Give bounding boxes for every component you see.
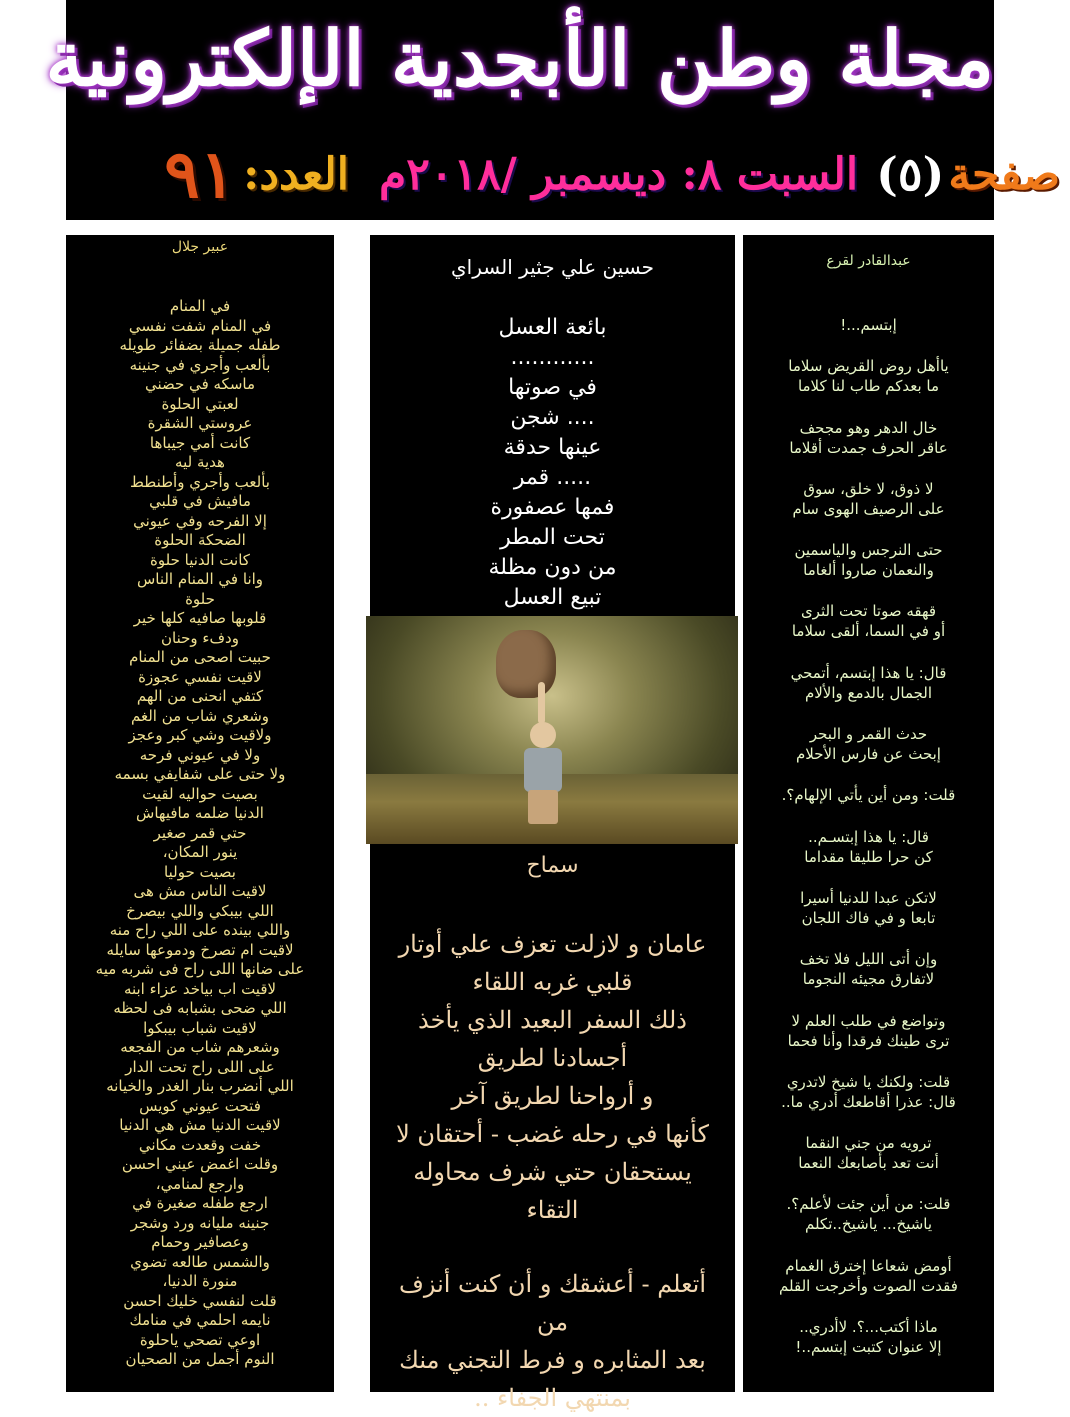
poem-line: اللي أنضرب بنار الغدر والخيانه	[106, 1077, 294, 1095]
poem-line: إلا الفرحه وفي عيوني	[133, 511, 267, 530]
second-poem-author: سماح	[526, 853, 579, 878]
poem-line: عروستي الشقرة	[147, 414, 253, 432]
poem-line: ترويه من جني النقما	[805, 1134, 932, 1153]
poem-line: من دون مظلة	[488, 555, 617, 580]
poem-line: ياأهل روض القريض سلاما	[788, 357, 949, 376]
poem-stanza	[743, 1011, 994, 1051]
poem-stanza	[743, 949, 994, 989]
poem-line: الجمال بالدمع والألام	[804, 683, 933, 702]
left-poem-author: عبير جلال	[171, 239, 229, 255]
poem-line: ذلك السفر البعيد الذي يأخذ	[418, 1006, 687, 1034]
poem-stanza	[743, 1256, 994, 1296]
poem-line: طفله جميلة بضفائر طويله	[119, 336, 281, 354]
poem-line: ولا في عيوني فرحه	[139, 745, 261, 764]
poem-line: اللي ضحى بشبابه فى لحظه	[113, 999, 287, 1017]
poem-line: حتي قمر صغير	[153, 823, 247, 842]
teddy-bear-figure	[496, 630, 556, 698]
poem-line: بصيت حواليه لقيت	[142, 784, 258, 803]
poem-line: عاقر الحرف جمدت أقلاما	[789, 438, 948, 457]
poem-line: جنينه مليانه ورد وشجر	[130, 1213, 270, 1232]
poem-line: بألعب وأجري في جنينه	[129, 355, 271, 374]
poem-line: هدية ليه	[175, 453, 225, 471]
poem-line: ارجع طفله صغيرة في	[132, 1194, 268, 1212]
middle-poem-text	[370, 313, 735, 613]
poem-line: يستحقان حتي شرف محاوله	[413, 1158, 692, 1186]
poem-line: والنعمان صاروا ألغاما	[803, 561, 934, 580]
poem-line: الدنيا ضلمه مافيهاش	[136, 804, 264, 822]
poem-line: وانا في المنام الناس	[136, 570, 264, 588]
page-label: صفحة	[948, 148, 1060, 200]
poem-line: قلبي غربه اللقاء	[472, 968, 633, 996]
poem-line: نايمه احلمي في منامك	[129, 1311, 271, 1329]
poem-line: لاتكن عبدا للدنيا أسيرا	[800, 888, 937, 907]
poem-line: وتواضع في طلب العلم لا	[791, 1011, 946, 1030]
second-poem-text	[380, 925, 725, 1417]
poem-line: والشمس طالعه تضوي	[130, 1252, 270, 1271]
right-poem-column	[743, 235, 994, 1392]
poem-line: تبيع العسل	[503, 585, 602, 610]
poem-line: عينها حدقة	[503, 435, 602, 460]
poem-line: بائعة العسل	[498, 315, 607, 340]
poem-line: لاقيت ام تصرخ ودموعها سايله	[106, 940, 294, 959]
poem-line: أتعلم - أعشقك و أن كنت أنزف من	[398, 1270, 707, 1336]
poem-stanza	[743, 724, 994, 764]
left-poem-column	[66, 235, 334, 1392]
poem-line: منورة الدنيا،	[162, 1272, 238, 1290]
left-poem-text	[66, 297, 334, 1370]
issue-number: ٩١	[164, 135, 236, 213]
poem-line: تابعا و في فاك اللجان	[801, 908, 936, 927]
poem-line: فمها عصفورة	[490, 495, 615, 520]
poem-line: التقاء	[526, 1196, 579, 1224]
poem-line: قهقه صوتا تحت الثرى	[800, 602, 937, 621]
poem-line: فقدت الصوت وأخرجت القلم	[779, 1276, 958, 1295]
poem-line: قلت: ومن أين يأتي الإلهام؟.	[781, 786, 956, 805]
poem-stanza	[743, 418, 994, 458]
poem-line: وعصافير وحمام	[151, 1233, 249, 1251]
poem-line: اوعي تصحي ياحلوة	[139, 1330, 261, 1349]
poem-line: و أرواحنا لطريق آخر	[451, 1082, 654, 1110]
right-poem-author: عبدالقادر لقرع	[826, 253, 911, 269]
poem-line: أنت تعد بأصابعك النعما	[798, 1154, 939, 1173]
poem-line: في صوتها	[508, 375, 597, 400]
poem-line: بألعب وأجري وأطنطط	[130, 472, 270, 491]
poem-line: بصيت حوليا	[164, 862, 236, 881]
poem-line: فتحت عيوني كويس	[139, 1096, 261, 1115]
poem-line: قال: يا هذا إبتسـم..	[808, 827, 929, 846]
poem-line: لاقيت نفسي عجوزة	[138, 667, 262, 686]
poem-line: ............	[510, 345, 595, 370]
poem-stanza	[743, 663, 994, 703]
poem-line: وإن أتى الليل فلا تخف	[799, 950, 938, 969]
magazine-title: مجلة وطن الأبجدية الإلكترونية	[45, 14, 994, 103]
poem-line: قلوبها صافيه كلها خير	[133, 609, 267, 627]
poem-line: إبتسم...!	[840, 316, 897, 334]
poem-stanza	[743, 1133, 994, 1173]
poem-line: لاقيت الناس مش هى	[133, 882, 267, 900]
poem-line: ماسكه في حضني	[144, 375, 256, 393]
poem-line: في المنام شفت نفسي	[128, 316, 272, 335]
poem-line: اللي بيبكي واللي بيصرخ	[126, 901, 274, 920]
poem-line: أو في السما، ألقى سلاما	[791, 622, 946, 641]
poem-line: قلت لنفسي خليك احسن	[123, 1291, 277, 1310]
poem-line: ولا حتى على شفايفي بسمه	[114, 765, 286, 783]
poem-stanza	[743, 1317, 994, 1357]
poem-line: على الرصيف الهوى سام	[792, 499, 945, 518]
poem-line: خفت وقعدت مكاني	[138, 1135, 262, 1154]
poem-line: تحت المطر	[500, 525, 605, 550]
poem-line: لعبتي الحلوة	[161, 394, 239, 413]
poem-line: إبحث عن فارس الأحلام	[796, 745, 941, 764]
poem-line: حتى النرجس والياسمين	[794, 541, 943, 560]
poem-line: عامان و لازلت تعزف علي أوتار	[398, 930, 707, 958]
middle-poem-author: حسين علي جثير السراي	[451, 255, 654, 279]
poem-line: خال الدهر وهو مجحف	[799, 418, 938, 437]
poem-line: قال: عذرا أقاطعك أدري ما..	[781, 1092, 956, 1111]
poem-line: كانت أمي جيباها	[149, 433, 251, 452]
poem-line: كتفي انحنى من الهم	[136, 687, 264, 705]
poem-line: النوم أجمل من الصحيان	[125, 1350, 275, 1368]
child-figure	[516, 716, 570, 826]
poem-line: قال: يا هذا إبتسم، أتمحي	[790, 663, 947, 682]
issue-date: السبت ٨: ديسمبر /٢٠١٨م	[378, 148, 859, 200]
page-number: (٥)	[876, 147, 945, 201]
poem-illustration-photo	[366, 616, 738, 844]
poem-line: لاتفارق مجيئه النجوما	[802, 970, 935, 989]
poem-line: الضحكة الحلوة	[154, 531, 246, 549]
poem-line: ياشيخ... ياشيخ..تكلم	[804, 1215, 933, 1234]
poem-stanza	[743, 1072, 994, 1112]
poem-line: ..... قمر	[513, 465, 592, 490]
poem-line: ودفء وحنان	[161, 628, 239, 647]
poem-line: لا ذوق، لا خلق، سوق	[803, 479, 934, 498]
poem-stanza	[743, 827, 994, 867]
poem-line: .... شجن	[510, 405, 595, 430]
poem-stanza	[743, 315, 994, 335]
poem-line: وشعرهم شاب من الفجعه	[120, 1038, 280, 1056]
poem-stanza	[743, 888, 994, 928]
poem-stanza	[743, 356, 994, 396]
poem-line: أومض شعاعا إخترق الغمام	[785, 1256, 952, 1275]
poem-line: على اللى راح تحت الدار	[125, 1057, 275, 1076]
right-poem-text	[743, 315, 994, 1378]
middle-poem-column	[370, 235, 735, 1412]
issue-info-line	[40, 135, 1060, 215]
poem-line: كن حرا طليقا مقداما	[804, 847, 933, 866]
poem-stanza	[743, 1194, 994, 1234]
poem-line: حلوة	[185, 589, 215, 608]
poem-line: ما بعدكم طاب لنا كلاما	[797, 377, 940, 396]
poem-line: ينور المكان،	[162, 843, 238, 861]
poem-line: قلت: ولكنك يا شيخ لاتدري	[786, 1072, 951, 1091]
poem-line: لاقيت اب بياخد عزاء ابنه	[123, 979, 277, 998]
poem-line: ولاقيت وشي كبر وعجز	[128, 726, 272, 744]
poem-line: أجسادنا لطريق	[477, 1044, 628, 1072]
poem-stanza	[743, 601, 994, 641]
poem-line: مافيش في قلبي	[149, 492, 251, 510]
poem-line: بعد المثابره و فرط التجني منك	[399, 1346, 706, 1374]
poem-line: وارجع لمنامي،	[155, 1174, 245, 1193]
poem-line: كانت الدنيا حلوة	[150, 550, 250, 569]
poem-line: كأنها في رحله غضب - أحتقان لا	[396, 1120, 709, 1148]
poem-line: حبيت اصحى من المنام	[129, 648, 271, 666]
poem-line: حدث القمر و البحر	[809, 725, 928, 744]
poem-stanza	[743, 540, 994, 580]
poem-line: ترى طينك فرقدا وأنا فحما	[787, 1031, 950, 1050]
poem-line: قلت: من أين جئت لأعلم؟.	[786, 1195, 951, 1214]
poem-line: على ضانها اللى راح فى شربه ميه	[95, 960, 305, 978]
poem-line: لاقيت شباب بيبكوا	[143, 1018, 257, 1037]
poem-line: وقلت اغمض عيني احسن	[121, 1155, 279, 1173]
poem-stanza	[743, 479, 994, 519]
poem-line: واللي بينده على اللي راح منه	[109, 921, 291, 939]
poem-line: وشعري شاب من الغم	[130, 706, 270, 725]
poem-line: بمنتهي الجفاء ..	[474, 1384, 631, 1412]
poem-line: لاقيت الدنيا مش هي الدنيا	[119, 1116, 281, 1134]
poem-stanza	[743, 785, 994, 805]
poem-line: في المنام	[169, 297, 231, 315]
poem-line: إلا عنوان كتبت إبتسم..!	[795, 1338, 942, 1357]
issue-label: العدد:	[243, 148, 349, 200]
poem-line: ماذا أكتب...؟. لاأدري..	[799, 1318, 938, 1337]
